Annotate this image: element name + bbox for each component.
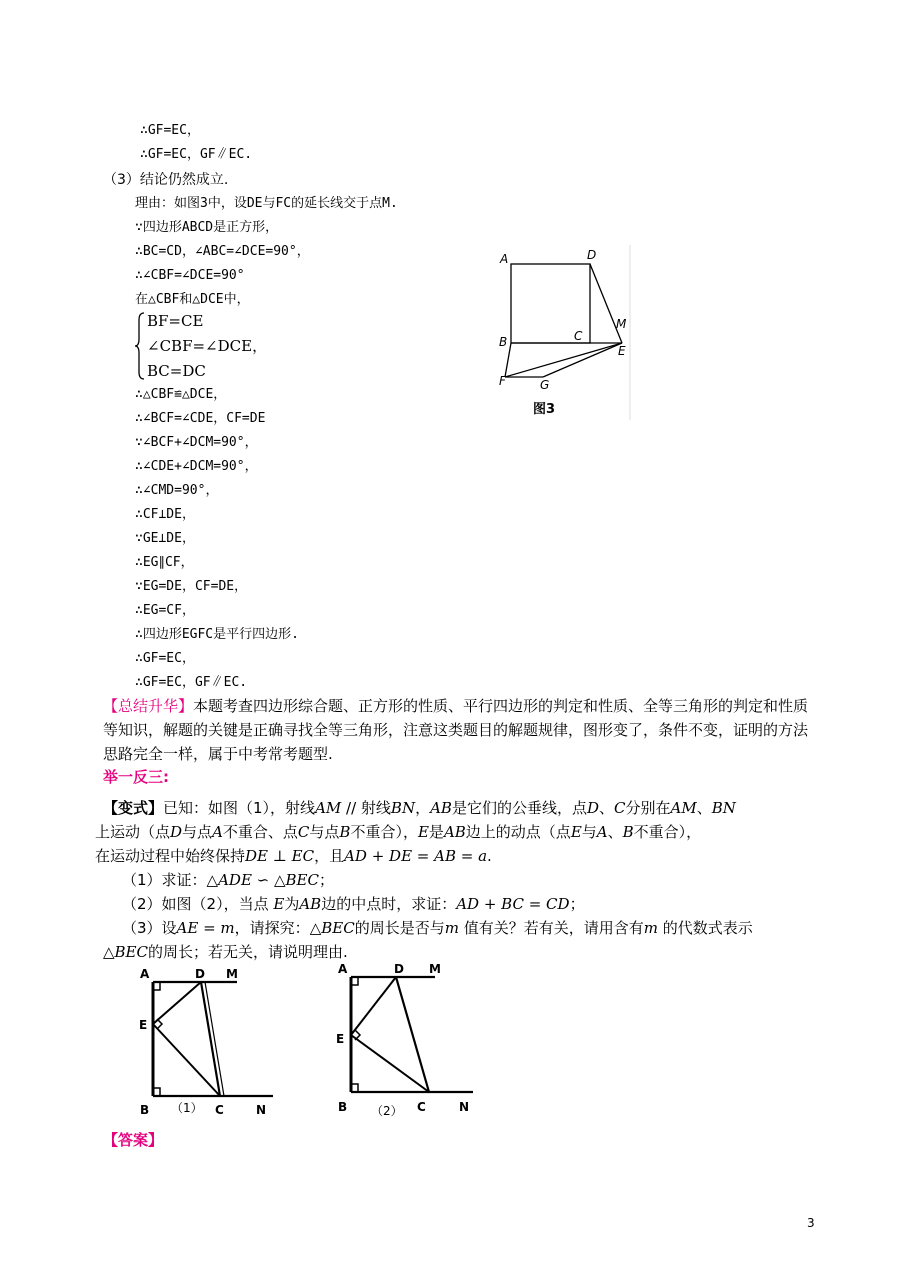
text-segment: 与 bbox=[581, 823, 597, 841]
math-variable: A bbox=[212, 823, 223, 841]
question-1 bbox=[122, 868, 334, 892]
text-segment: ； bbox=[318, 871, 334, 889]
math-variable: AD + DE = AB = a bbox=[344, 847, 488, 865]
variant-line-3 bbox=[95, 844, 492, 868]
practice-heading: 举一反三: bbox=[103, 768, 169, 786]
fig1-label-a: A bbox=[140, 967, 150, 981]
proof-line: ∴∠BCF=∠CDE，CF=DE bbox=[135, 411, 266, 426]
question-2 bbox=[122, 892, 585, 916]
text-segment: 边上的动点（点 bbox=[465, 823, 571, 841]
math-variable: △BEC bbox=[103, 943, 148, 961]
math-variable: A bbox=[596, 823, 608, 841]
answer-tag: 【答案】 bbox=[103, 1131, 164, 1149]
figure-3 bbox=[495, 245, 635, 425]
text-segment: ； bbox=[569, 895, 585, 913]
proof-line: ∴四边形EGFC是平行四边形. bbox=[135, 627, 299, 642]
text-segment: 不重合、点 bbox=[222, 823, 298, 841]
math-variable: BN bbox=[711, 799, 736, 817]
math-variable: E bbox=[273, 895, 285, 913]
fig2-label-d: D bbox=[394, 962, 404, 976]
system-line: BC=DC bbox=[147, 362, 206, 380]
text-segment: 、 bbox=[696, 799, 712, 817]
fig3-label-e: E bbox=[618, 344, 626, 358]
text-segment: 值有关？若有关，请用含有 bbox=[458, 919, 644, 937]
text-segment: 的周长；若无关，请说明理由. bbox=[148, 943, 348, 961]
math-variable: B bbox=[622, 823, 634, 841]
summary-text: 本题考查四边形综合题、正方形的性质、平行四边形的判定和性质、全等三角形的判定和性质等知识，解题的关键是正确寻找全等三角形，注意这类题目的解题规律，图形变了，条件不变，证明的方法思路完全一样，属于中考常考题型. bbox=[103, 697, 809, 763]
text-segment: （1）求证： bbox=[122, 871, 207, 889]
fig1-label-e: E bbox=[139, 1018, 148, 1032]
text-segment: 已知：如图（1），射线 bbox=[163, 799, 316, 817]
proof-line: ∴△CBF≌△DCE， bbox=[135, 387, 227, 402]
text-segment: 在运动过程中始终保持 bbox=[95, 847, 246, 865]
question-3-cont bbox=[103, 940, 348, 964]
fig1-caption: （1） bbox=[171, 1101, 203, 1115]
proof-line: ∴∠CMD=90°， bbox=[135, 483, 219, 498]
fig3-label-b: B bbox=[499, 335, 508, 349]
math-variable: E bbox=[417, 823, 429, 841]
text-segment: （2）如图（2），当点 bbox=[122, 895, 274, 913]
fig2-label-m: M bbox=[429, 962, 441, 976]
fig1-label-c: C bbox=[215, 1103, 224, 1117]
summary-paragraph bbox=[103, 694, 815, 766]
proof-line: ∴BC=CD，∠ABC=∠DCE=90°， bbox=[135, 244, 310, 259]
proof-line: 在△CBF和△DCE中， bbox=[135, 292, 250, 307]
fig2-caption: （2） bbox=[371, 1104, 403, 1118]
text-segment: ，请探究： bbox=[234, 919, 310, 937]
text-segment: 边的中点时，求证： bbox=[321, 895, 457, 913]
figure-2 bbox=[333, 957, 483, 1122]
proof-line: ∴GF=EC，GF∥EC. bbox=[140, 147, 253, 162]
fig1-label-b: B bbox=[140, 1103, 150, 1117]
math-variable: AD + BC = CD bbox=[456, 895, 570, 913]
proof-line: ∴GF=EC，GF∥EC. bbox=[135, 675, 248, 690]
math-variable: △BEC bbox=[309, 919, 355, 937]
text-segment: 的代数式表示 bbox=[657, 919, 753, 937]
fig1-label-n: N bbox=[256, 1103, 267, 1117]
math-variable: C bbox=[614, 799, 626, 817]
text-segment: 上运动（点 bbox=[95, 823, 171, 841]
fig1-label-m: M bbox=[226, 967, 238, 981]
proof-line: ∴∠CDE+∠DCM=90°， bbox=[135, 459, 258, 474]
fig2-label-e: E bbox=[336, 1032, 345, 1046]
math-variable: BN bbox=[390, 799, 416, 817]
fig2-label-a: A bbox=[338, 962, 348, 976]
proof-line: ∵EG=DE，CF=DE， bbox=[135, 579, 248, 594]
fig3-label-c: C bbox=[574, 329, 583, 343]
fig3-label-d: D bbox=[587, 248, 597, 262]
system-line: BF=CE bbox=[147, 312, 204, 330]
math-variable: m bbox=[643, 919, 658, 937]
text-segment: 是它们的公垂线，点 bbox=[451, 799, 587, 817]
text-segment: 不重合）， bbox=[350, 823, 418, 841]
text-segment: （3）设 bbox=[122, 919, 177, 937]
system-line: ∠CBF=∠DCE， bbox=[147, 337, 268, 355]
fig2-label-c: C bbox=[417, 1100, 426, 1114]
text-segment: 是 bbox=[428, 823, 444, 841]
page-number: 3 bbox=[807, 1216, 815, 1230]
proof-line: ∴GF=EC， bbox=[135, 651, 195, 666]
math-variable: AB bbox=[443, 823, 466, 841]
text-segment: 分别在 bbox=[625, 799, 671, 817]
math-variable: B bbox=[339, 823, 351, 841]
variant-line-1 bbox=[103, 796, 823, 820]
text-segment: // 射线 bbox=[341, 799, 391, 817]
math-variable: AM bbox=[670, 799, 697, 817]
text-segment: . bbox=[487, 847, 492, 865]
text-segment: 与点 bbox=[309, 823, 340, 841]
math-variable: AE = m bbox=[176, 919, 235, 937]
math-variable: AM bbox=[315, 799, 342, 817]
question-3 bbox=[122, 916, 753, 940]
math-variable: D bbox=[586, 799, 599, 817]
math-variable: AB bbox=[299, 895, 322, 913]
fig1-label-d: D bbox=[195, 967, 205, 981]
text-segment: ，且 bbox=[314, 847, 345, 865]
fig3-label-g: G bbox=[540, 378, 550, 392]
fig3-label-m: M bbox=[616, 317, 627, 331]
proof-line: ∴EG=CF， bbox=[135, 603, 195, 618]
fig3-label-a: A bbox=[500, 252, 509, 266]
proof-line: ∴∠CBF=∠DCE=90° bbox=[135, 268, 245, 283]
text-segment: ， bbox=[415, 799, 431, 817]
variant-line-2 bbox=[95, 820, 825, 844]
proof-line: ∴EG∥CF， bbox=[135, 555, 194, 570]
summary-tag: 【总结升华】 bbox=[103, 697, 194, 715]
variant-tag: 【变式】 bbox=[103, 799, 164, 817]
math-variable: E bbox=[570, 823, 582, 841]
figure-1 bbox=[135, 962, 285, 1122]
proof-line: ∵四边形ABCD是正方形， bbox=[135, 220, 279, 235]
math-variable: DE ⊥ EC bbox=[245, 847, 315, 865]
math-variable: m bbox=[444, 919, 459, 937]
text-segment: 、 bbox=[599, 799, 615, 817]
proof-line: ∵∠BCF+∠DCM=90°， bbox=[135, 435, 258, 450]
math-variable: C bbox=[297, 823, 310, 841]
text-segment: 、 bbox=[607, 823, 623, 841]
brace-icon bbox=[134, 312, 146, 380]
text-segment: 为 bbox=[284, 895, 300, 913]
text-segment: 与点 bbox=[182, 823, 213, 841]
part3-heading: （3）结论仍然成立. bbox=[103, 172, 229, 188]
math-variable: △ADE ∽ △BEC bbox=[206, 871, 319, 889]
proof-line: ∴GF=EC， bbox=[140, 123, 200, 138]
fig2-label-n: N bbox=[459, 1100, 470, 1114]
fig3-label-f: F bbox=[499, 374, 506, 388]
fig2-label-b: B bbox=[338, 1100, 348, 1114]
text-segment: 的周长是否与 bbox=[354, 919, 445, 937]
proof-line: ∵GE⊥DE， bbox=[135, 531, 195, 546]
math-variable: AB bbox=[430, 799, 452, 817]
proof-line: ∴CF⊥DE， bbox=[135, 507, 195, 522]
text-segment: 不重合）， bbox=[633, 823, 702, 841]
proof-line: 理由：如图3中，设DE与FC的延长线交于点M. bbox=[135, 196, 398, 211]
fig3-caption: 图3 bbox=[533, 402, 556, 417]
math-variable: D bbox=[170, 823, 183, 841]
